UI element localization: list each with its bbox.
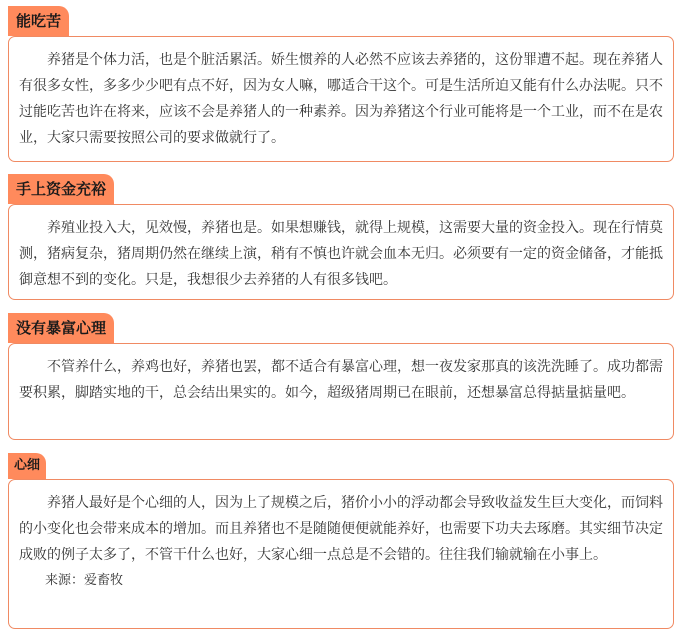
section-paragraph: 养猪是个体力活，也是个脏活累活。娇生惯养的人必然不应该去养猪的，这份罪遭不起。现在养猪人有很多女性，多多少少吧有点不好，因为女人嘛，哪适合干这个。可是生活所迫又能有什么办法呢。只不过能吃苦也许在将来，应该不会是养猪人的一种素养。因为养猪这个行业可能将是一个工业，而不在是农业，大家只需要按照公司的要求做就行了。 [19,52,663,146]
section-content-box [8,204,674,300]
section-能吃苦 [8,6,678,162]
section-content-box [8,479,674,629]
section-title: 心细 [8,453,46,479]
section-paragraph: 养猪人最好是个心细的人，因为上了规模之后，猪价小小的浮动都会导致收益发生巨大变化，而饲料的小变化也会带来成本的增加。而且养猪也不是随随便便就能养好，也需要下功夫去琢磨。其实细节决定成败的例子太多了，不管干什么也好，大家心细一点总是不会错的。往往我们输就输在小事上。 [19,495,663,563]
section-title: 能吃苦 [8,6,69,36]
section-没有暴富心理 [8,313,678,440]
section-paragraph: 不管养什么，养鸡也好，养猪也罢，都不适合有暴富心理，想一夜发家那真的该洗洗睡了。成功都需要积累，脚踏实地的干，总会结出果实的。如今，超级猪周期已在眼前，还想暴富总得掂量掂量吧。 [19,359,663,401]
section-paragraph: 养殖业投入大，见效慢，养猪也是。如果想赚钱，就得上规模，这需要大量的资金投入。现在行情莫测，猪病复杂，猪周期仍然在继续上演，稍有不慎也许就会血本无归。必须要有一定的资金储备，才能抵御意想不到的变化。只是，我想很少去养猪的人有很多钱吧。 [19,220,663,288]
section-content-box [8,36,674,162]
section-手上资金充裕 [8,174,678,300]
section-content-box [8,343,674,440]
section-title: 没有暴富心理 [8,313,114,343]
section-title: 手上资金充裕 [8,174,114,204]
source-label: 来源：爱畜牧 [45,573,124,588]
section-心细 [8,453,678,629]
